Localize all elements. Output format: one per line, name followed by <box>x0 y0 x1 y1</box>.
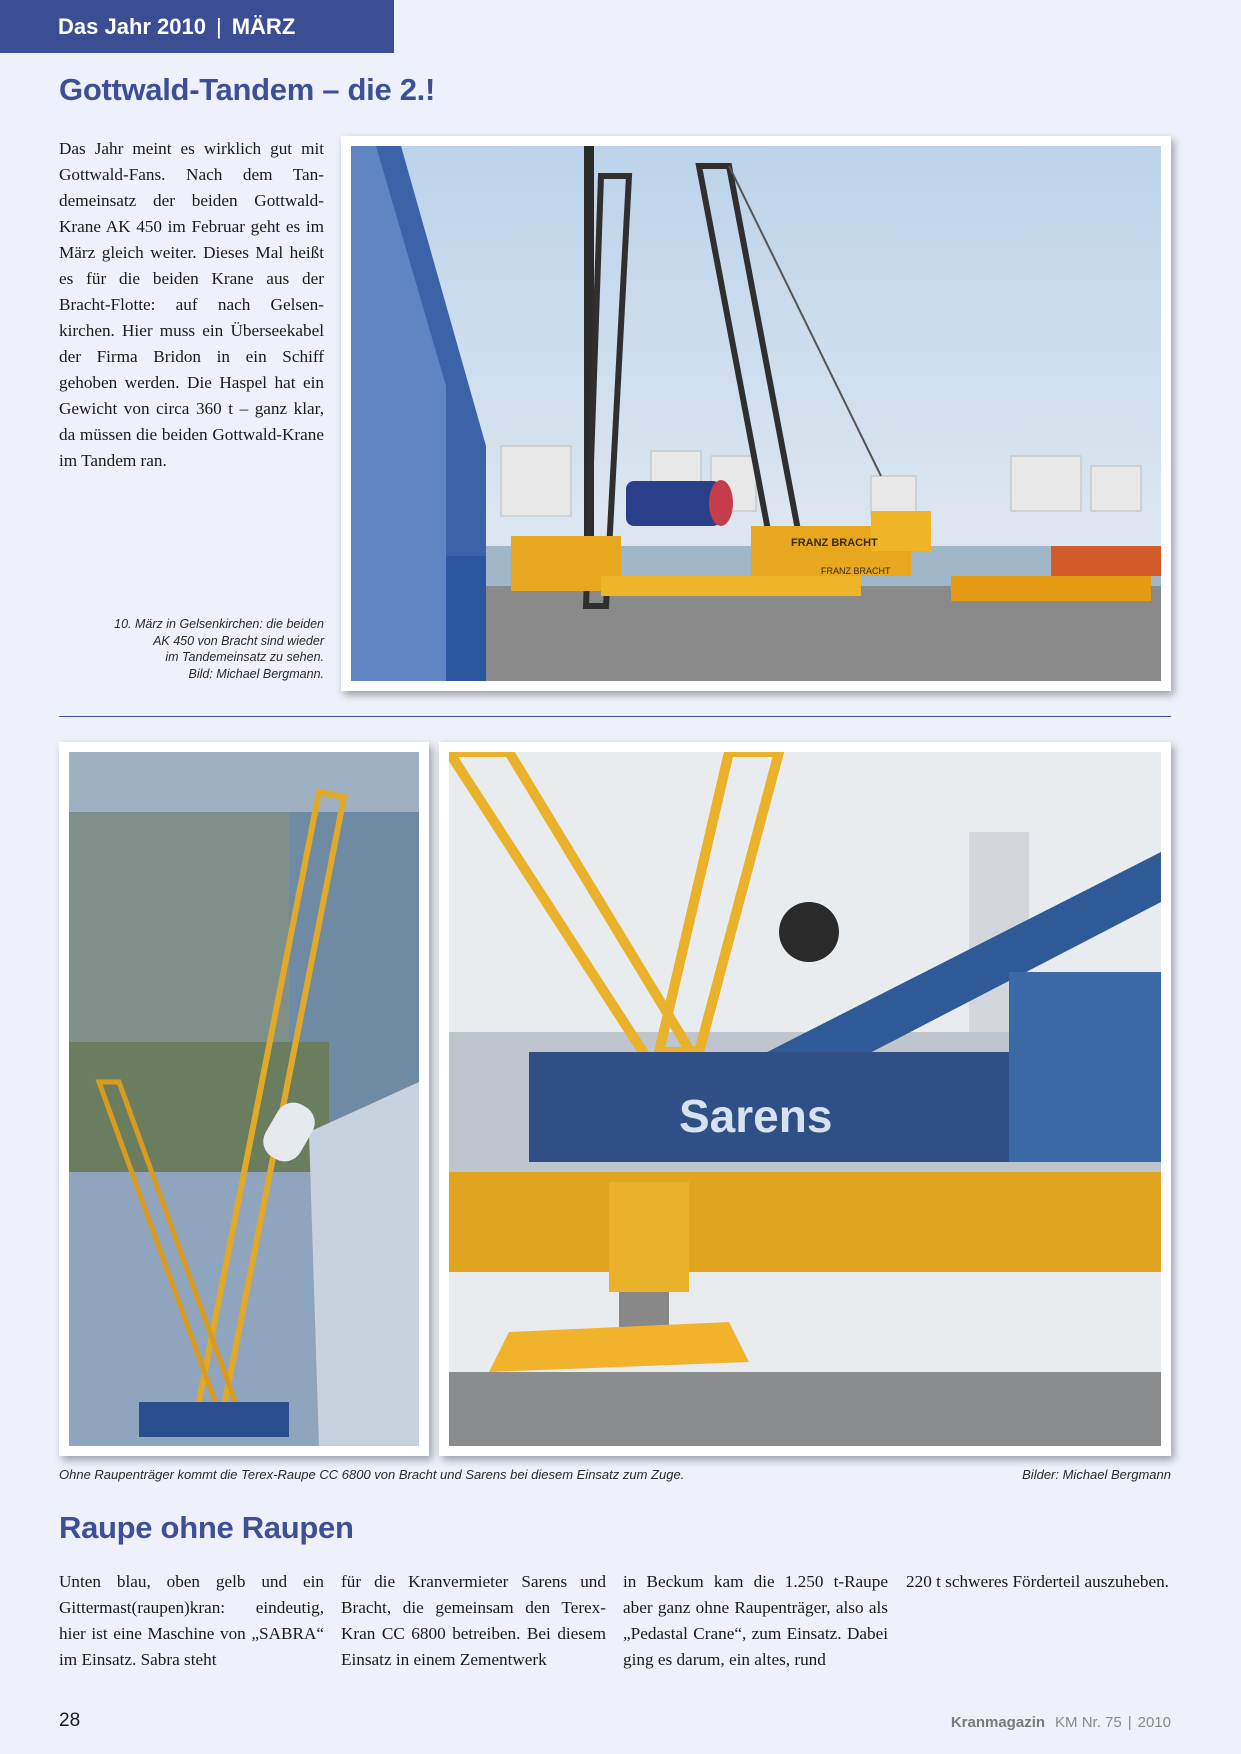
caption-credit: Bild: Michael Bergmann. <box>188 666 324 681</box>
magazine-footer <box>951 1714 1171 1731</box>
article-column: Unten blau, oben gelb und ein Gittermast(raupen)kran: eindeutig, hier ist eine Maschine von „SABRA“ im Einsatz. Sabra steht <box>59 1572 324 1669</box>
tandem-crane-image <box>351 146 1161 681</box>
sarens-crane-photo <box>439 742 1171 1456</box>
photos-caption <box>59 1467 1171 1482</box>
article-title: Raupe ohne Raupen <box>59 1510 354 1545</box>
caption-line: im Tandemeinsatz zu sehen. <box>165 650 324 664</box>
caption-line: AK 450 von Bracht sind wieder <box>153 633 324 648</box>
photo-caption <box>74 616 324 682</box>
footer-separator: | <box>1127 1714 1132 1731</box>
section-title: Das Jahr 2010 <box>58 13 206 39</box>
article-column: 220 t schweres Förderteil auszuheben. <box>906 1572 1169 1591</box>
page-number: 28 <box>59 1710 81 1731</box>
photos-credit: Bilder: Michael Bergmann <box>1022 1467 1171 1482</box>
tandem-crane-photo <box>341 136 1171 691</box>
sarens-crane-image <box>449 752 1161 1446</box>
article-column: für die Kranvermieter Sarens und Bracht, die gemeinsam den Terex-Kran CC 6800 betreiben. Bei diesem Einsatz in einem Zementwerk <box>341 1572 606 1669</box>
article-body: Das Jahr meint es wirklich gut mit Gottwald-Fans. Nach dem Tandemeinsatz der beiden Gottwald-Krane AK 450 im Februar geht es im März gleich weiter. Dieses Mal heißt es für die beiden Krane aus der Bracht-Flotte: auf nach Gelsenkirchen. Hier muss ein Überseekabel der Firma Bridon in ein Schiff gehoben werden. Die Haspel hat ein Gewicht von circa 360 t – ganz klar, da müssen die beiden Gottwald-Krane im Tandem ran. <box>59 139 324 470</box>
photos-caption-text: Ohne Raupenträger kommt die Terex-Raupe CC 6800 von Bracht und Sarens bei diesem Einsatz zum Zuge. <box>59 1467 685 1482</box>
aerial-crane-image <box>69 752 419 1446</box>
truck-label: FRANZ BRACHT <box>791 537 878 549</box>
truck-label: FRANZ BRACHT <box>821 566 891 576</box>
aerial-crane-photo <box>59 742 429 1456</box>
issue-number: KM Nr. 75 <box>1055 1714 1122 1731</box>
header-separator: | <box>216 13 222 39</box>
caption-line: 10. März in Gelsenkirchen: die beiden <box>114 617 324 631</box>
section-divider <box>59 716 1171 717</box>
sarens-logo-text: Sarens <box>679 1090 833 1142</box>
article-title: Gottwald-Tandem – die 2.! <box>59 72 436 107</box>
section-header <box>0 0 394 53</box>
issue-year: 2010 <box>1137 1714 1171 1731</box>
section-month: MÄRZ <box>231 13 296 39</box>
magazine-name: Kranmagazin <box>950 1714 1046 1731</box>
article-column: in Beckum kam die 1.250 t-Raupe aber ganz ohne Raupenträger, also als „Pedastal Crane“, zum Einsatz. Dabei ging es darum, ein altes, rund <box>623 1572 888 1669</box>
